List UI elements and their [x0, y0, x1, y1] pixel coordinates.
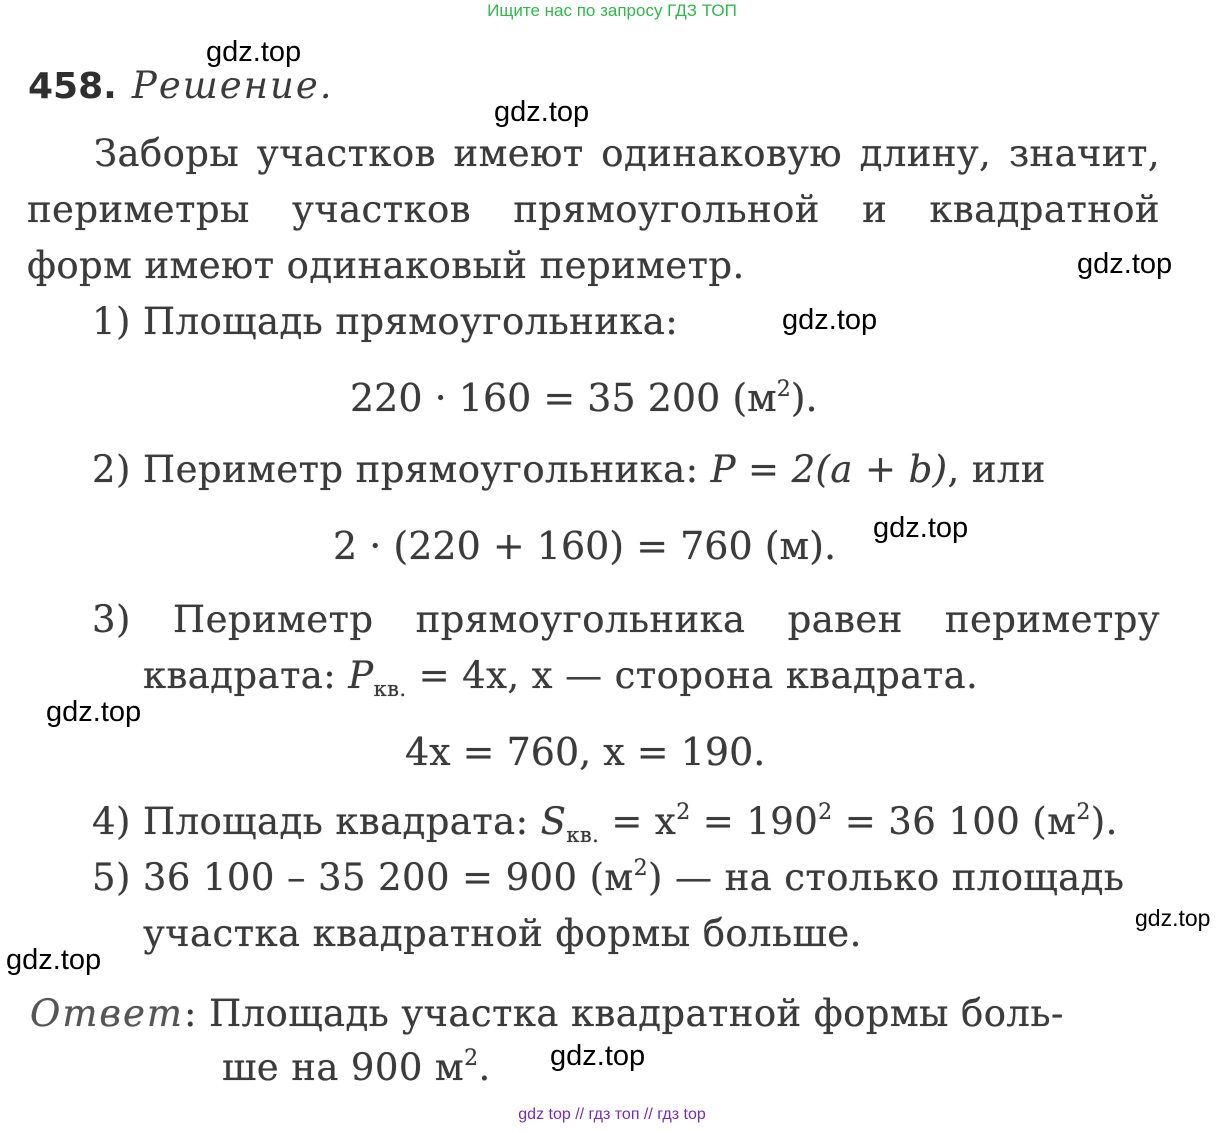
step-3-line-1: 3) Периметр прямоугольника равен периметру [92, 598, 1160, 641]
problem-heading [28, 64, 334, 107]
intro-line-3: форм имеют одинаковый периметр. [27, 244, 745, 287]
step-1-label: 1) Площадь прямоугольника: [92, 300, 679, 343]
watermark: gdz.top [1135, 905, 1211, 931]
watermark: gdz.top [782, 304, 878, 336]
solution-label: Решение. [131, 64, 334, 107]
footer-links[interactable]: gdz top // гдз топ // гдз top [518, 1106, 706, 1123]
intro-line-1: Заборы участков имеют одинаковую длину, значит, [94, 132, 1160, 175]
problem-number: 458. [28, 66, 117, 107]
step-3-line-2: квадрата: $P_{кв.} = 4x$, x — сторона квадрата. [143, 654, 979, 701]
intro-line-2: периметры участков прямоугольной и квадратной [27, 188, 1160, 231]
search-banner[interactable]: Ищите нас по запросу ГДЗ ТОП [487, 1, 737, 20]
watermark: gdz.top [6, 944, 102, 976]
watermark: gdz.top [873, 512, 969, 544]
answer-line-2: ше на 900 $м^2$. [222, 1046, 491, 1089]
step-2-label: 2) Периметр прямоугольника: P = 2(a + b), или [92, 448, 1046, 491]
watermark: gdz.top [206, 36, 302, 68]
watermark: gdz.top [1077, 248, 1173, 280]
step-5-line-2: участка квадратной формы больше. [143, 912, 862, 955]
step-3-formula: 4x = 760, x = 190. [405, 730, 766, 774]
watermark: gdz.top [46, 696, 142, 728]
watermark: gdz.top [550, 1040, 646, 1072]
answer-label: Ответ [30, 992, 184, 1035]
step-4: 4) Площадь квадрата: $S_{кв.} = x^2 = 190^2 = 36$ 100 $(м^2)$. [92, 800, 1118, 847]
answer-line-1: Ответ: Площадь участка квадратной формы боль- [30, 992, 1064, 1035]
step-5-line-1: 5) 36 100 – 35 200 = 900 $(м^2)$ — на столько площадь [92, 856, 1125, 899]
watermark: gdz.top [494, 96, 590, 128]
step-1-formula: 220 · 160 = 35 200 $(м^2)$. [350, 376, 818, 420]
step-2-formula: 2 · (220 + 160) = 760 (м). [333, 524, 837, 568]
